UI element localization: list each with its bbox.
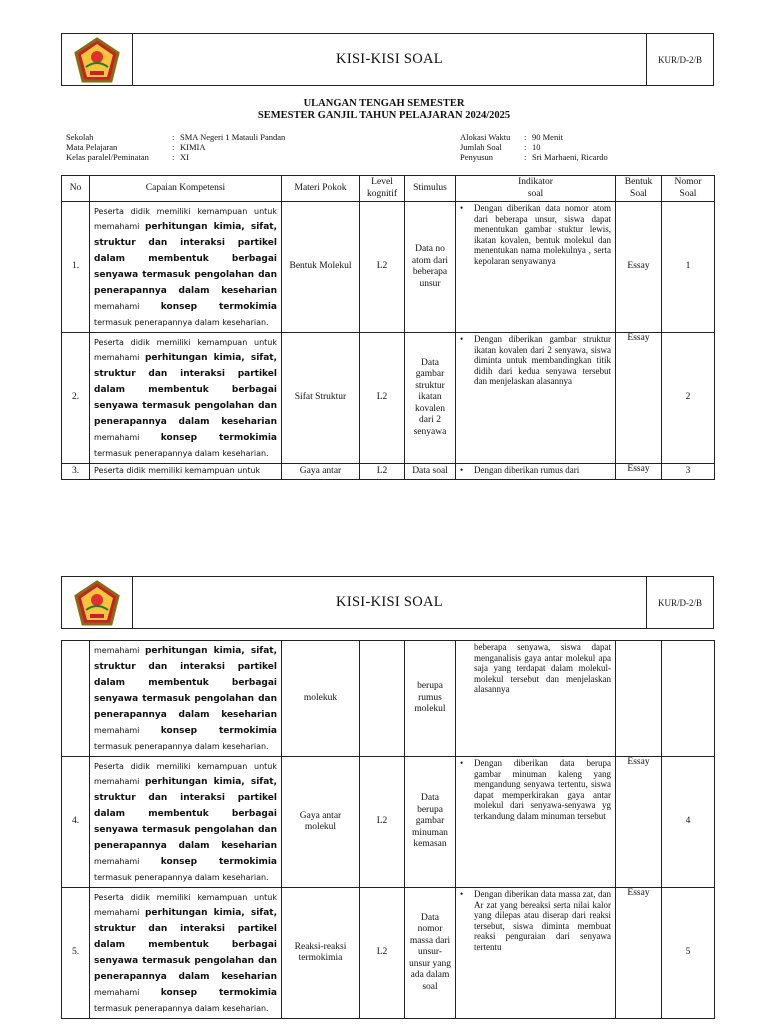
capaian-cell: Peserta didik memiliki kemampuan untuk memahami perhitungan kimia, sifat, struktur dan interaksi partikel dalam membentuk berbagai senyawa termasuk pengolahan dan penerapannya dalam keseharian memahami konsep termokimia termasuk penerapannya dalam keseharian. xyxy=(90,333,282,464)
col-indikator-line1: Indikator xyxy=(518,177,553,187)
level-cell: L2 xyxy=(360,333,405,464)
capaian-cell: Peserta didik memiliki kemampuan untuk memahami perhitungan kimia, sifat, struktur dan interaksi partikel dalam membentuk berbagai senyawa termasuk pengolahan dan penerapannya dalam keseharian memahami konsep termokimia termasuk penerapannya dalam keseharian. xyxy=(90,888,282,1019)
meta-value: SMA Negeri 1 Matauli Pandan xyxy=(180,132,286,142)
bullet-icon: • xyxy=(460,465,464,475)
nomor-cell xyxy=(662,641,715,757)
meta-value: Sri Marhaeni, Ricardo xyxy=(532,152,608,162)
col-bentuk-line2: Soal xyxy=(630,188,647,199)
meta-value: 10 xyxy=(532,142,541,152)
row-no: 2. xyxy=(62,333,90,464)
materi-cell: Reaksi-reaksi termokimia xyxy=(282,888,360,1019)
bentuk-cell xyxy=(616,641,662,757)
document-code: KUR/D-2/B xyxy=(646,34,713,85)
bullet-icon: • xyxy=(460,203,464,213)
level-cell: L2 xyxy=(360,757,405,888)
col-capaian: Capaian Kompetensi xyxy=(90,176,282,202)
col-indikator-line2: soal xyxy=(527,188,544,199)
row-no: 1. xyxy=(62,202,90,333)
nomor-cell: 2 xyxy=(662,333,715,464)
col-no: No xyxy=(62,176,90,202)
materi-cell: Gaya antar molekul xyxy=(282,757,360,888)
row-no: 4. xyxy=(62,757,90,888)
school-logo xyxy=(62,34,133,85)
level-cell xyxy=(360,641,405,757)
table-row xyxy=(62,464,715,480)
level-cell: L2 xyxy=(360,888,405,1019)
school-emblem-icon xyxy=(74,37,120,83)
document-header xyxy=(61,33,714,86)
exam-heading-1: ULANGAN TENGAH SEMESTER xyxy=(303,98,465,109)
col-nomor xyxy=(662,176,715,202)
capaian-cell: Peserta didik memiliki kemampuan untuk memahami perhitungan kimia, sifat, struktur dan interaksi partikel dalam membentuk berbagai senyawa termasuk pengolahan dan penerapannya dalam keseharian memahami konsep termokimia termasuk penerapannya dalam keseharian. xyxy=(90,202,282,333)
row-no: 5. xyxy=(62,888,90,1019)
materi-cell: Bentuk Molekul xyxy=(282,202,360,333)
meta-key: Kelas paralel/Peminatan xyxy=(66,152,149,162)
document-header xyxy=(61,576,714,629)
col-level-line1: Level xyxy=(371,177,393,187)
capaian-cell: Peserta didik memiliki kemampuan untuk memahami perhitungan kimia, sifat, struktur dan interaksi partikel dalam membentuk berbagai senyawa termasuk pengolahan dan penerapannya dalam keseharian memahami konsep termokimia termasuk penerapannya dalam keseharian. xyxy=(90,757,282,888)
meta-value: KIMIA xyxy=(180,142,206,152)
indikator-cell: • Dengan diberikan gambar struktur ikatan kovalen dari 2 senyawa, siswa diminta untuk membandingkan titik didih dari kedua senyawa tersebut dan menjelaskan alasannya xyxy=(456,333,616,464)
materi-cell: Gaya antar xyxy=(282,464,360,480)
document-code: KUR/D-2/B xyxy=(646,577,713,628)
nomor-cell: 5 xyxy=(662,888,715,1019)
meta-key: Mata Pelajaran xyxy=(66,142,118,152)
indikator-cell: • Dengan diberikan data berupa gambar minuman kaleng yang mengandung senyawa tertentu, siswa dapat memperkirakan gaya antar molekul dari senyawa-senyawa yg terkandung dalam minuman tersebut xyxy=(456,757,616,888)
col-nomor-line1: Nomor xyxy=(674,177,702,187)
col-bentuk-line1: Bentuk xyxy=(624,177,653,187)
table-header-row xyxy=(62,176,715,202)
kisi-table-page-1 xyxy=(61,175,715,480)
meta-value: XI xyxy=(180,152,189,162)
col-stimulus: Stimulus xyxy=(405,176,456,202)
table-row xyxy=(62,641,715,757)
kisi-table-page-2 xyxy=(61,640,715,1019)
nomor-cell: 1 xyxy=(662,202,715,333)
row-no: 3. xyxy=(62,464,90,480)
bullet-icon: • xyxy=(460,334,464,344)
meta-right: Alokasi Waktu : 90 Menit Jumlah Soal : 10 Penyusun : Sri Marhaeni, Ricardo xyxy=(460,132,608,162)
bullet-icon: • xyxy=(460,889,464,899)
indikator-cell: • Dengan diberikan rumus dari xyxy=(456,464,616,480)
bentuk-cell: Essay xyxy=(616,757,662,888)
indikator-cell: • Dengan diberikan data massa zat, dan Ar zat yang bereaksi serta nilai kalor yang dilepas atau diserap dari reaksi tersebut, siswa diminta membuat reaksi penguraian dari senyawa tertentu xyxy=(456,888,616,1019)
col-materi: Materi Pokok xyxy=(282,176,360,202)
materi-cell: molekuk xyxy=(282,641,360,757)
capaian-cell: Peserta didik memiliki kemampuan untuk xyxy=(90,464,282,480)
indikator-cell: beberapa senyawa, siswa dapat menganalisis gaya antar molekul apa saja yang terdapat dalam molekul-molekul tersebut dan menjelaskan alasannya xyxy=(456,641,616,757)
capaian-cell: memahami perhitungan kimia, sifat, struktur dan interaksi partikel dalam membentuk berbagai senyawa termasuk pengolahan dan penerapannya dalam keseharian memahami konsep termokimia termasuk penerapannya dalam keseharian. xyxy=(90,641,282,757)
stimulus-cell: Data nomor massa dari unsur-unsur yang ada dalam soal xyxy=(405,888,456,1019)
meta-value: 90 Menit xyxy=(532,132,563,142)
col-indikator xyxy=(456,176,616,202)
row-no xyxy=(62,641,90,757)
stimulus-cell: Data gambar struktur ikatan kovalen dari 2 senyawa xyxy=(405,333,456,464)
meta-key: Sekolah xyxy=(66,132,94,142)
col-nomor-line2: Soal xyxy=(679,188,697,199)
bentuk-cell: Essay xyxy=(616,333,662,464)
document-title: KISI-KISI SOAL xyxy=(336,594,443,610)
school-logo xyxy=(62,577,133,628)
col-bentuk xyxy=(616,176,662,202)
school-emblem-icon xyxy=(74,580,120,626)
bentuk-cell: Essay xyxy=(616,464,662,480)
bentuk-cell: Essay xyxy=(616,202,662,333)
stimulus-cell: Data no atom dari beberapa unsur xyxy=(405,202,456,333)
bullet-icon: • xyxy=(460,758,464,768)
meta-key: Penyusun xyxy=(460,152,494,162)
document-title: KISI-KISI SOAL xyxy=(336,51,443,67)
meta-key: Jumlah Soal xyxy=(460,142,502,152)
level-cell: L2 xyxy=(360,464,405,480)
table-row xyxy=(62,888,715,1019)
table-row xyxy=(62,202,715,333)
col-level xyxy=(360,176,405,202)
meta-left: Sekolah : SMA Negeri 1 Matauli Pandan Mata Pelajaran : KIMIA Kelas paralel/Peminatan : XI xyxy=(66,132,286,162)
nomor-cell: 3 xyxy=(662,464,715,480)
bentuk-cell: Essay xyxy=(616,888,662,1019)
stimulus-cell: Data soal xyxy=(405,464,456,480)
meta-key: Alokasi Waktu xyxy=(460,132,511,142)
stimulus-cell: Data berupa gambar minuman kemasan xyxy=(405,757,456,888)
indikator-cell: • Dengan diberikan data nomor atom dari beberapa unsur, siswa dapat menentukan gambar stuktur lewis, ikatan kovalen, bentuk molekul dan menentukan nama molekulnya , serta kepolaran senyawanya xyxy=(456,202,616,333)
table-row xyxy=(62,757,715,888)
col-level-line2: kognitif xyxy=(366,188,398,199)
nomor-cell: 4 xyxy=(662,757,715,888)
table-row xyxy=(62,333,715,464)
materi-cell: Sifat Struktur xyxy=(282,333,360,464)
stimulus-cell: berupa rumus molekul xyxy=(405,641,456,757)
exam-heading-2: SEMESTER GANJIL TAHUN PELAJARAN 2024/2025 xyxy=(257,110,511,121)
level-cell: L2 xyxy=(360,202,405,333)
